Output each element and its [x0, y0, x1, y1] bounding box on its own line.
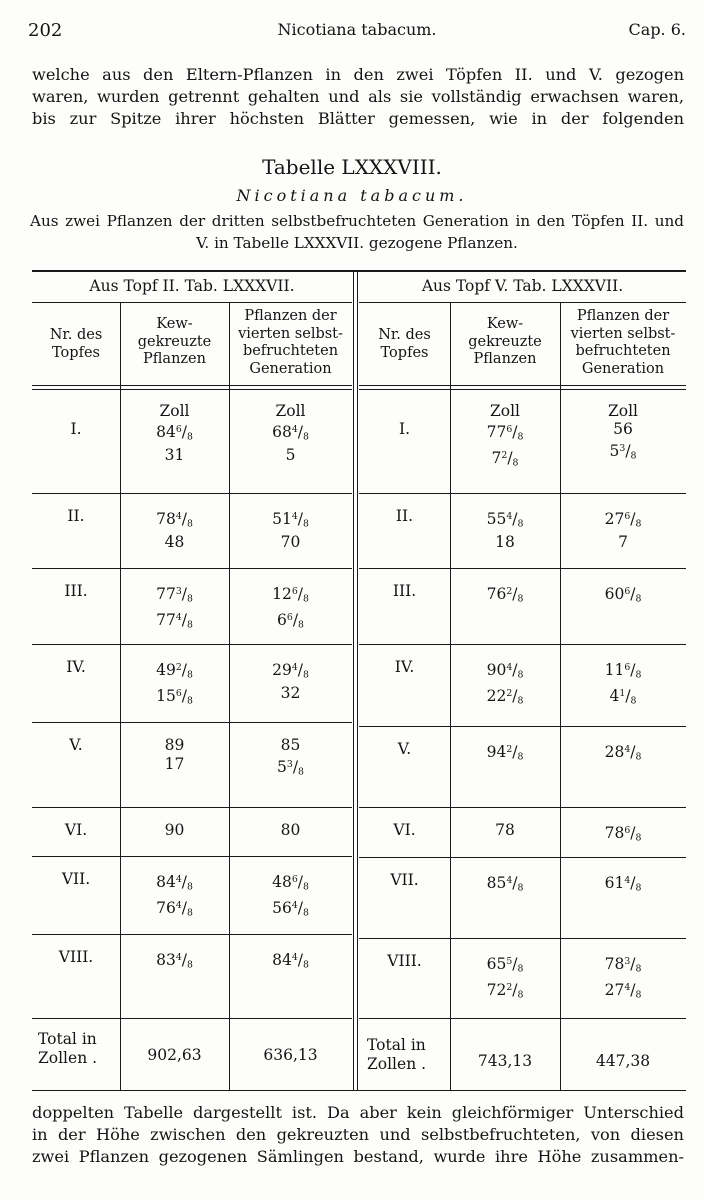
- intro-paragraph: [32, 64, 684, 130]
- total-value-line: 636,13: [263, 1046, 318, 1064]
- text-line: doppelten Tabelle dargestellt ist. Da aber kein gleichförmiger Unterschied: [32, 1103, 684, 1122]
- column-rule: [229, 302, 230, 1090]
- caption-line: V. in Tabelle LXXXVII. gezogene Pflanzen.: [196, 234, 518, 252]
- self-value-line: $27^4/_8$: [604, 981, 642, 1001]
- row-rule-right: [359, 493, 686, 494]
- crossed-value: [120, 736, 229, 774]
- crossed-value: [120, 658, 229, 711]
- row-rule-right: [359, 644, 686, 645]
- crossed-value-line: 18: [495, 533, 515, 552]
- self-value-line: 80: [280, 821, 301, 839]
- self-value: [229, 507, 352, 552]
- self-value-line: $12^6/_8$: [272, 585, 309, 605]
- total-value: [120, 1046, 229, 1065]
- crossed-value-line: $85^4/_8$: [486, 874, 524, 894]
- unit-label: [120, 402, 229, 421]
- middle-divider: [357, 270, 358, 1090]
- total-label: [38, 1030, 120, 1068]
- row-number-line: III.: [392, 582, 417, 600]
- crossed-value-line: $84^6/_8$: [156, 423, 193, 443]
- self-value: [229, 736, 352, 781]
- self-value-line: 70: [280, 533, 301, 552]
- table-subtitle: Nicotiana tabacum.: [236, 186, 468, 205]
- self-value: [560, 507, 686, 552]
- crossed-value-line: 17: [164, 755, 185, 773]
- crossed-value: [450, 507, 560, 552]
- crossed-value: [450, 582, 560, 608]
- crossed-value-line: 78: [495, 821, 515, 839]
- total-value-line: 902,63: [147, 1046, 202, 1064]
- self-value-line: $61^4/_8$: [604, 874, 642, 894]
- column-header-line: gekreuzte: [468, 333, 542, 350]
- page-header: [28, 20, 686, 44]
- crossed-value-line: 48: [164, 533, 185, 552]
- text-line: zwei Pflanzen gezogenen Sämlingen bestand, wurde ihre Höhe zusammen-: [32, 1147, 684, 1166]
- crossed-value: [450, 871, 560, 897]
- middle-divider: [353, 270, 354, 1090]
- crossed-value: [120, 507, 229, 552]
- column-header-line: Pflanzen: [143, 351, 206, 367]
- column-header-line: Nr. des: [49, 327, 103, 343]
- column-header-line: Generation: [249, 360, 332, 377]
- unit-label: [450, 402, 560, 421]
- crossed-value-line: 31: [164, 446, 185, 465]
- column-header-line: gekreuzte: [137, 333, 212, 350]
- table-top-rule: [32, 270, 686, 272]
- running-title: Nicotiana tabacum.: [277, 20, 437, 39]
- row-rule-right: [359, 938, 686, 939]
- column-rule: [560, 302, 561, 1090]
- crossed-value: [120, 420, 229, 465]
- crossed-value-line: $55^4/_8$: [486, 510, 524, 530]
- self-value-line: $56^4/_8$: [272, 899, 309, 919]
- row-number: [359, 952, 450, 971]
- self-value: [560, 420, 686, 465]
- column-header-line: Kew-: [486, 316, 524, 332]
- row-number-line: I.: [70, 420, 82, 438]
- total-label: [367, 1036, 450, 1074]
- row-rule-left: [32, 493, 352, 494]
- column-header-line: vierten selbst-: [570, 325, 676, 342]
- unit-label-line: Zoll: [489, 402, 521, 420]
- self-value-line: 7: [618, 533, 628, 552]
- header-rule-right: [359, 385, 686, 386]
- group-rule-left: [32, 302, 352, 303]
- self-value: [229, 420, 352, 465]
- column-header: [560, 308, 686, 378]
- row-rule-right: [359, 568, 686, 569]
- crossed-value-line: $22^2/_8$: [486, 687, 524, 707]
- group-header-line: Aus Topf II. Tab. LXXXVII.: [89, 277, 295, 295]
- total-label-line: Total in: [38, 1030, 97, 1048]
- self-value-line: $84^4/_8$: [272, 951, 309, 971]
- group-header: [359, 277, 686, 296]
- row-number: [359, 420, 450, 439]
- row-rule-right: [359, 807, 686, 808]
- total-value: [229, 1046, 352, 1065]
- row-number: [32, 736, 120, 755]
- row-number: [359, 871, 450, 890]
- self-value-line: 56: [613, 420, 633, 438]
- unit-label-line: Zoll: [275, 402, 306, 420]
- row-number: [32, 821, 120, 840]
- column-header: [229, 308, 352, 378]
- group-rule-right: [359, 302, 686, 303]
- crossed-value: [120, 948, 229, 974]
- row-number: [32, 948, 120, 967]
- outro-paragraph: [32, 1102, 684, 1168]
- total-label-line: Zollen .: [38, 1049, 98, 1067]
- self-value: [560, 740, 686, 766]
- row-number-line: VIII.: [58, 948, 94, 966]
- header-rule-right-2: [359, 389, 686, 390]
- row-number-line: IV.: [394, 658, 415, 676]
- row-number: [359, 582, 450, 601]
- row-number: [32, 658, 120, 677]
- crossed-value: [120, 821, 229, 840]
- table-bottom-rule: [32, 1090, 686, 1091]
- row-number-line: V.: [397, 740, 412, 758]
- column-rule: [120, 302, 121, 1090]
- chapter-label: Cap. 6.: [628, 20, 686, 39]
- crossed-value-line: $77^6/_8$: [486, 423, 524, 443]
- self-value: [229, 948, 352, 974]
- row-number: [32, 870, 120, 889]
- crossed-value: [120, 870, 229, 923]
- crossed-value-line: $49^2/_8$: [156, 661, 193, 681]
- column-header: [359, 327, 450, 362]
- row-number-line: VII.: [390, 871, 419, 889]
- crossed-value-line: $15^6/_8$: [156, 687, 193, 707]
- page-number: 202: [28, 20, 63, 41]
- crossed-value-line: $7^2/_8$: [491, 449, 519, 469]
- column-header-line: Kew-: [156, 316, 193, 332]
- self-value: [560, 658, 686, 711]
- self-value-line: $27^6/_8$: [604, 510, 642, 530]
- header-rule-left-2: [32, 389, 352, 390]
- self-value: [229, 658, 352, 703]
- crossed-value-line: $77^4/_8$: [156, 611, 193, 631]
- row-rule-left: [32, 856, 352, 857]
- row-number-line: IV.: [66, 658, 86, 676]
- row-number-line: VI.: [393, 821, 416, 839]
- self-value-line: $29^4/_8$: [272, 661, 309, 681]
- self-value-line: $6^6/_8$: [277, 611, 304, 631]
- unit-label: [229, 402, 352, 421]
- group-header-line: Aus Topf V. Tab. LXXXVII.: [421, 277, 624, 295]
- row-number-line: I.: [398, 420, 411, 438]
- self-value: [560, 821, 686, 847]
- row-number-line: VI.: [64, 821, 88, 839]
- column-rule: [450, 302, 451, 1090]
- column-header-line: befruchteten: [242, 343, 339, 359]
- self-value-line: $60^6/_8$: [604, 585, 642, 605]
- column-header-line: Topfes: [52, 344, 100, 361]
- total-label-line: Total in: [367, 1036, 426, 1054]
- crossed-value: [120, 582, 229, 635]
- row-rule-left: [32, 807, 352, 808]
- row-rule-right: [359, 857, 686, 858]
- self-value-line: $51^4/_8$: [272, 510, 309, 530]
- crossed-value-line: $78^4/_8$: [156, 510, 193, 530]
- row-rule-left: [32, 722, 352, 723]
- crossed-value: [450, 658, 560, 711]
- self-value-line: $4^1/_8$: [609, 687, 637, 707]
- self-value-line: $48^6/_8$: [272, 873, 309, 893]
- crossed-value-line: 89: [164, 736, 185, 754]
- group-header: [32, 277, 352, 296]
- self-value-line: $11^6/_8$: [604, 661, 642, 681]
- unit-label-line: Zoll: [607, 402, 639, 420]
- self-value-line: $68^4/_8$: [272, 423, 309, 443]
- crossed-value: [450, 952, 560, 1005]
- self-value-line: $28^4/_8$: [604, 743, 642, 763]
- total-value: [560, 1052, 686, 1071]
- row-number-line: III.: [64, 582, 88, 600]
- unit-label: [560, 402, 686, 421]
- row-number: [32, 420, 120, 439]
- row-number: [32, 582, 120, 601]
- self-value: [560, 582, 686, 608]
- row-number: [32, 507, 120, 526]
- self-value: [560, 952, 686, 1005]
- self-value-line: $78^3/_8$: [604, 955, 642, 975]
- self-value-line: $5^3/_8$: [277, 758, 304, 778]
- self-value-line: $78^6/_8$: [604, 824, 642, 844]
- text-line: waren, wurden getrennt gehalten und als sie vollständig erwachsen waren,: [32, 87, 684, 106]
- total-value: [450, 1052, 560, 1071]
- crossed-value-line: $76^2/_8$: [486, 585, 524, 605]
- crossed-value-line: $84^4/_8$: [156, 873, 193, 893]
- crossed-value: [450, 821, 560, 840]
- row-number-line: II.: [395, 507, 414, 525]
- crossed-value-line: $65^5/_8$: [486, 955, 524, 975]
- column-header-line: befruchteten: [575, 343, 671, 359]
- column-header: [450, 316, 560, 369]
- row-number: [359, 821, 450, 840]
- unit-label-line: Zoll: [159, 402, 190, 420]
- total-value-line: 743,13: [477, 1052, 533, 1070]
- row-number-line: V.: [69, 736, 83, 754]
- crossed-value-line: 90: [164, 821, 185, 839]
- column-header-line: vierten selbst-: [238, 325, 343, 342]
- row-rule-right: [359, 1018, 686, 1019]
- column-header-line: Generation: [581, 360, 665, 377]
- row-number: [359, 658, 450, 677]
- row-rule-left: [32, 1018, 352, 1019]
- column-header: [32, 327, 120, 362]
- header-rule-left: [32, 385, 352, 386]
- crossed-value-line: $90^4/_8$: [486, 661, 524, 681]
- crossed-value-line: $83^4/_8$: [156, 951, 193, 971]
- column-header-line: Pflanzen der: [244, 308, 337, 324]
- self-value-line: 85: [280, 736, 301, 754]
- row-rule-left: [32, 934, 352, 935]
- column-header: [120, 316, 229, 369]
- column-header-line: Topfes: [380, 344, 429, 361]
- column-header-line: Pflanzen: [473, 351, 537, 367]
- column-header-line: Nr. des: [378, 327, 431, 343]
- crossed-value-line: $94^2/_8$: [486, 743, 524, 763]
- crossed-value-line: $77^3/_8$: [156, 585, 193, 605]
- text-line: bis zur Spitze ihrer höchsten Blätter gemessen, wie in der folgenden: [32, 109, 684, 128]
- row-rule-left: [32, 644, 352, 645]
- self-value-line: $5^3/_8$: [609, 442, 637, 462]
- text-line: in der Höhe zwischen den gekreuzten und selbstbefruchteten, von diesen: [32, 1125, 684, 1144]
- row-number-line: VII.: [61, 870, 91, 888]
- row-number-line: VIII.: [387, 952, 422, 970]
- crossed-value-line: $72^2/_8$: [486, 981, 524, 1001]
- crossed-value: [450, 420, 560, 473]
- row-number-line: II.: [67, 507, 85, 525]
- self-value: [229, 870, 352, 923]
- total-label-line: Zollen .: [367, 1055, 427, 1073]
- row-rule-right: [359, 726, 686, 727]
- self-value: [229, 582, 352, 635]
- row-number: [359, 740, 450, 759]
- self-value-line: 32: [280, 684, 301, 703]
- row-rule-left: [32, 568, 352, 569]
- crossed-value-line: $76^4/_8$: [156, 899, 193, 919]
- total-value-line: 447,38: [595, 1052, 651, 1070]
- table-caption: [30, 210, 684, 254]
- crossed-value: [450, 740, 560, 766]
- row-number: [359, 507, 450, 526]
- text-line: welche aus den Eltern-Pflanzen in den zwei Töpfen II. und V. gezogen: [32, 65, 684, 84]
- self-value-line: 5: [285, 446, 296, 465]
- caption-line: Aus zwei Pflanzen der dritten selbstbefruchteten Generation in den Töpfen II. und: [30, 212, 684, 230]
- self-value: [560, 871, 686, 897]
- column-header-line: Pflanzen der: [576, 308, 670, 324]
- self-value: [229, 821, 352, 840]
- table-title: Tabelle LXXXVIII.: [262, 155, 442, 179]
